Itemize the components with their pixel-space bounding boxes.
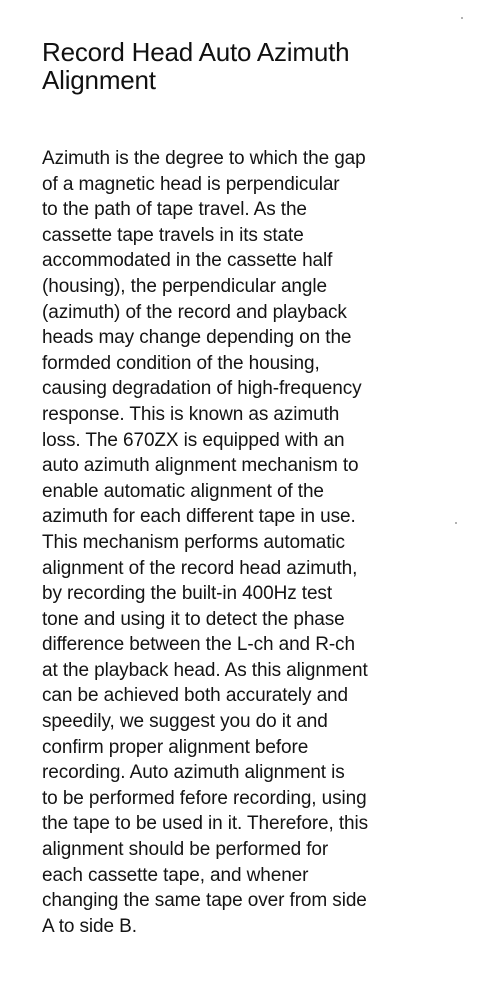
body-line: This mechanism performs automatic — [42, 531, 345, 553]
body-line: enable automatic alignment of the — [42, 480, 324, 502]
scan-speck — [455, 522, 457, 524]
body-line: at the playback head. As this alignment — [42, 659, 368, 681]
body-line: alignment should be performed for — [42, 839, 329, 861]
body-line: to the path of tape travel. As the — [42, 199, 307, 221]
body-line: causing degradation of high-frequency — [42, 378, 362, 400]
body-line: recording. Auto azimuth alignment is — [42, 762, 345, 784]
body-line: speedily, we suggest you do it and — [42, 711, 328, 733]
body-line: formded condition of the housing, — [42, 352, 320, 374]
body-line: accommodated in the cassette half — [42, 250, 333, 272]
body-line: Azimuth is the degree to which the gap — [42, 148, 366, 169]
body-line: changing the same tape over from side — [42, 890, 367, 912]
scan-speck — [461, 17, 463, 19]
body-line: of a magnetic head is perpendicular — [42, 173, 340, 195]
body-line: loss. The 670ZX is equipped with an — [42, 429, 345, 451]
body-paragraph — [42, 146, 368, 939]
body-line: cassette tape travels in its state — [42, 224, 304, 246]
body-line: to be performed fefore recording, using — [42, 787, 367, 809]
body-line: by recording the built-in 400Hz test — [42, 583, 333, 605]
body-line: (housing), the perpendicular angle — [42, 275, 327, 297]
body-line: auto azimuth alignment mechanism to — [42, 455, 359, 477]
body-line: heads may change depending on the — [42, 327, 352, 349]
body-line: alignment of the record head azimuth, — [42, 557, 358, 579]
page-title — [42, 38, 349, 94]
title-line: Record Head Auto Azimuth — [42, 37, 350, 67]
body-line: can be achieved both accurately and — [42, 685, 348, 707]
body-line: azimuth for each different tape in use. — [42, 506, 356, 528]
body-line: difference between the L-ch and R-ch — [42, 634, 355, 656]
body-line: each cassette tape, and whener — [42, 864, 309, 886]
body-line: (azimuth) of the record and playback — [42, 301, 347, 323]
body-line: tone and using it to detect the phase — [42, 608, 345, 630]
body-line: response. This is known as azimuth — [42, 403, 340, 425]
title-line: Alignment — [42, 65, 156, 95]
body-line: confirm proper alignment before — [42, 736, 309, 758]
body-line: A to side B. — [42, 915, 137, 937]
body-line: the tape to be used in it. Therefore, this — [42, 813, 369, 835]
